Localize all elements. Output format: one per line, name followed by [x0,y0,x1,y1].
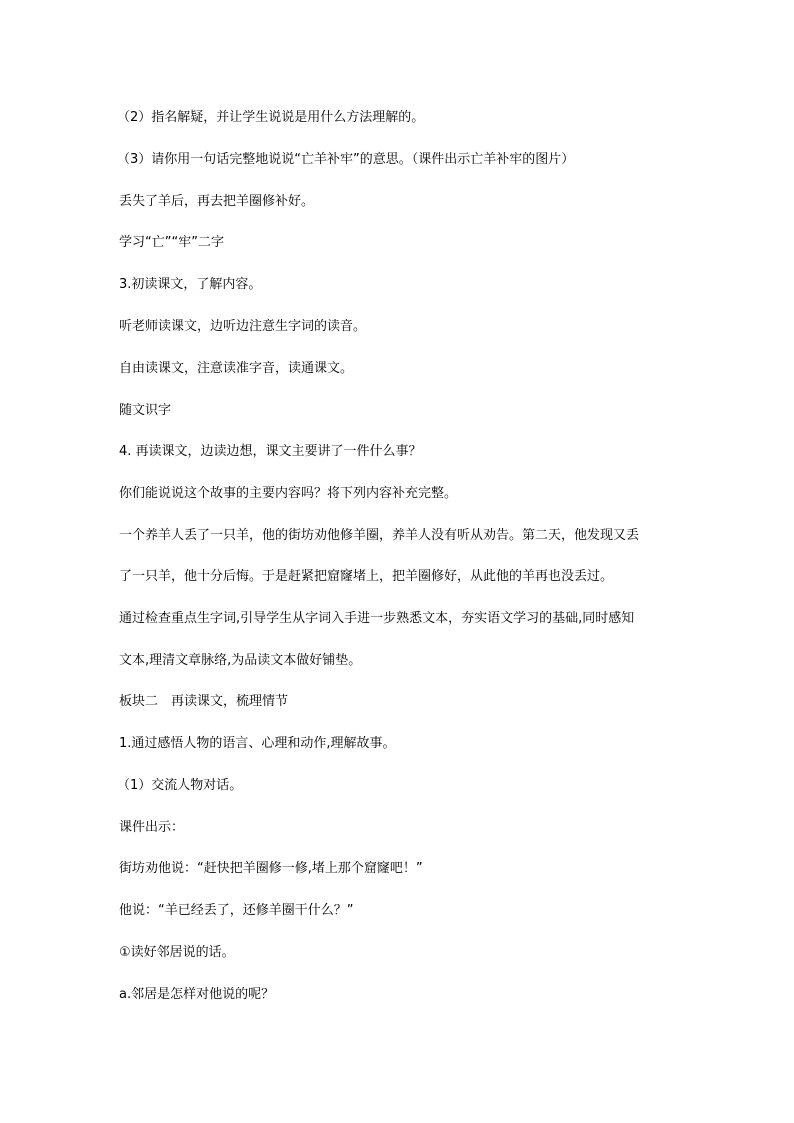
text-line-read-neighbor-words: ①读好邻居说的话。 [119,945,235,960]
text-line-learn-characters: 学习“亡”“牢”二字 [119,235,224,250]
text-line-story-part-1: 一个养羊人丢了一只羊，他的街坊劝他修羊圈，养羊人没有听从劝告。第二天，他发现又丢 [119,528,640,543]
text-line-first-reading: 3.初读课文，了解内容。 [119,277,262,292]
text-line-main-content-question: 你们能说说这个故事的主要内容吗？将下列内容补充完整。 [119,486,458,501]
text-line-free-reading: 自由读课文，注意读准字音，读通课文。 [119,361,354,376]
section-heading-block-two: 板块二 再读课文，梳理情节 [119,694,289,709]
text-line-slide-show: 课件出示： [119,820,185,835]
text-line-character-learning: 随文识字 [119,403,172,418]
text-line-step-2: （2）指名解疑，并让学生说说是用什么方法理解的。 [117,110,425,125]
text-line-understand-story: 1.通过感悟人物的语言、心理和动作,理解故事。 [119,736,396,751]
text-line-neighbor-quote: 街坊劝他说：“赶快把羊圈修一修,堵上那个窟窿吧！” [119,861,423,876]
text-line-story-part-2: 了一只羊，他十分后悔。于是赶紧把窟窿堵上，把羊圈修好，从此他的羊再也没丢过。 [119,569,614,584]
text-line-listen-teacher: 听老师读课文，边听边注意生字词的读音。 [119,319,367,334]
text-line-neighbor-question: a.邻居是怎样对他说的呢？ [119,987,275,1002]
text-line-read-again: 4. 再读课文，边读边想，课文主要讲了一件什么事？ [119,444,422,459]
text-line-answer: 丢失了羊后，再去把羊圈修补好。 [119,194,315,209]
text-line-purpose-part-1: 通过检查重点生字词,引导学生从字词入手进一步熟悉文本，夯实语文学习的基础,同时感知 [119,611,635,626]
text-line-step-3: （3）请你用一句话完整地说说“亡羊补牢”的意思。（课件出示亡羊补牢的图片） [117,152,575,167]
text-line-dialogue-exchange: （1）交流人物对话。 [117,778,243,793]
text-line-his-reply: 他说：“羊已经丢了，还修羊圈干什么？” [119,903,354,918]
text-line-purpose-part-2: 文本,理清文章脉络,为品读文本做好铺垫。 [119,653,362,668]
